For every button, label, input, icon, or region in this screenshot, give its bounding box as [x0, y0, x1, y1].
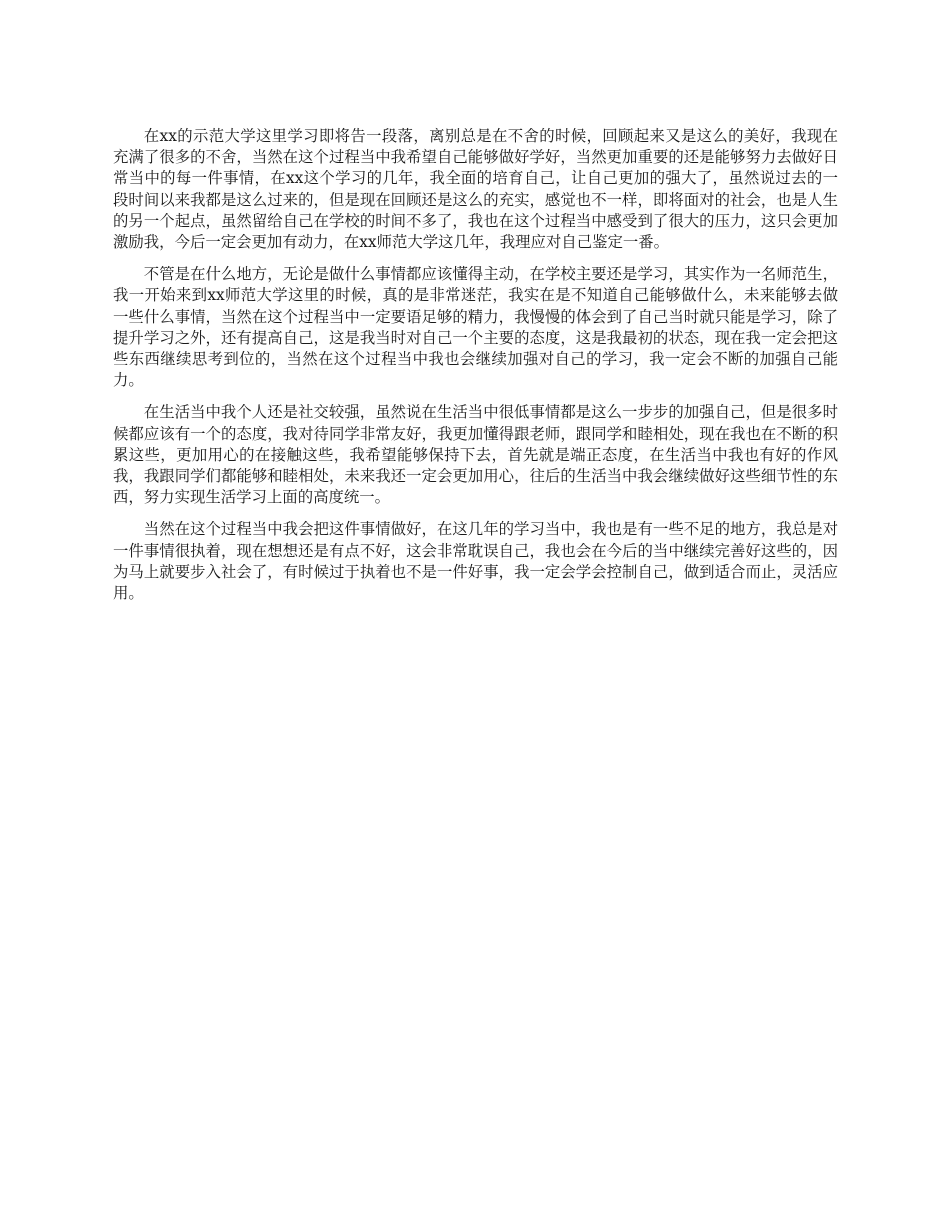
document-body [113, 126, 838, 615]
paragraph-2: 不管是在什么地方，无论是做什么事情都应该懂得主动，在学校主要还是学习，其实作为一名师范生，我一开始来到xx师范大学这里的时候，真的是非常迷茫，我实在是不知道自己能够做什么，未来能够去做一些什么事情，当然在这个过程当中一定要语足够的精力，我慢慢的体会到了自己当时就只能是学习，除了提升学习之外，还有提高自己，这是我当时对自己一个主要的态度，这是我最初的状态，现在我一定会把这些东西继续思考到位的，当然在这个过程当中我也会继续加强对自己的学习，我一定会不断的加强自己能力。 [113, 265, 838, 390]
paragraph-1: 在xx的示范大学这里学习即将告一段落，离别总是在不舍的时候，回顾起来又是这么的美好，我现在充满了很多的不舍，当然在这个过程当中我希望自己能够做好学好，当然更加重要的还是能够努力去做好日常当中的每一件事情，在xx这个学习的几年，我全面的培育自己，让自己更加的强大了，虽然说过去的一段时间以来我都是这么过来的，但是现在回顾还是这么的充实，感觉也不一样，即将面对的社会，也是人生的另一个起点，虽然留给自己在学校的时间不多了，我也在这个过程当中感受到了很大的压力，这只会更加激励我，今后一定会更加有动力，在xx师范大学这几年，我理应对自己鉴定一番。 [113, 127, 838, 252]
paragraph-4: 当然在这个过程当中我会把这件事情做好，在这几年的学习当中，我也是有一些不足的地方，我总是对一件事情很执着，现在想想还是有点不好，这会非常耽误自己，我也会在今后的当中继续完善好这些的，因为马上就要步入社会了，有时候过于执着也不是一件好事，我一定会学会控制自己，做到适合而止，灵活应用。 [113, 520, 838, 603]
paragraph-3: 在生活当中我个人还是社交较强，虽然说在生活当中很低事情都是这么一步步的加强自己，但是很多时候都应该有一个的态度，我对待同学非常友好，我更加懂得跟老师，跟同学和睦相处，现在我也在不断的积累这些，更加用心的在接触这些，我希望能够保持下去，首先就是端正态度，在生活当中我也有好的作风我，我跟同学们都能够和睦相处，未来我还一定会更加用心，往后的生活当中我会继续做好这些细节性的东西，努力实现生活学习上面的高度统一。 [113, 403, 838, 507]
